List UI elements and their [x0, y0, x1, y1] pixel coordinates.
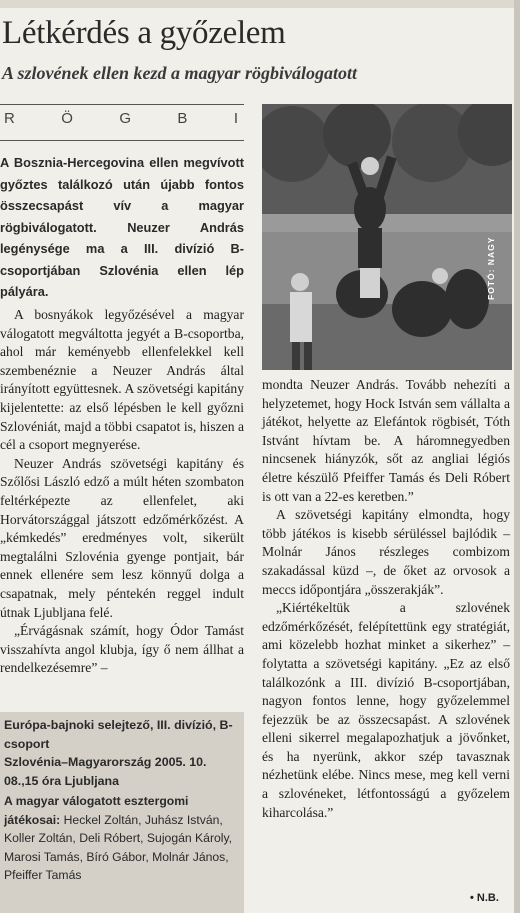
section-label — [0, 110, 244, 127]
photo-illustration — [262, 104, 512, 370]
section-letter: Ö — [61, 110, 75, 127]
article-headline: Létkérdés a győzelem — [2, 15, 286, 51]
match-fixture: Szlovénia–Magyarország 2005. 10. 08.,15 óra Ljubljana — [4, 755, 207, 788]
match-competition: Európa-bajnoki selejtező, III. divízió, B-csoport — [4, 718, 233, 751]
section-letter: R — [4, 110, 17, 127]
section-letter: B — [177, 110, 190, 127]
article-lead: A Bosznia-Hercegovina ellen megvívott győztes találkozó után újabb fontos összecsapást vív a magyar rögbiválogatott. Neuzer András legénysége ma a III. divízió B-csoportjában Szlovénia ellen lép pályára. — [0, 155, 244, 299]
page-top-edge — [0, 0, 520, 8]
body-paragraph: mondta Neuzer András. Tovább nehezíti a helyzetemet, hogy Hock István sem vállalta a játékot, helyette az Elefántok rögbisét, Tóth Istvánt hívtam be. A háromnegyedben nincsenek hiányzók, sőt az angliai légiós életre készülő Pfeiffer Tamás és Deli Róbert is ott van a 22-es keretben.” — [262, 377, 510, 504]
body-paragraph: A bosnyákok legyőzésével a magyar válogatott megváltotta jegyét a B-csoportba, ahol már keményebb ellenfelekkel kell szembenéznie a Neuzer András által irányított együttesnek. A szövetségi kapitány kijelentette: az első lépésben le kell győzni Szlovéniát, majd a többi csapatot is, hiszen a cél a csoport megnyerése. — [0, 307, 244, 453]
article-subheadline: A szlovének ellen kezd a magyar rögbiválogatott — [2, 63, 357, 83]
players-list — [4, 792, 240, 885]
section-letter: I — [233, 110, 240, 127]
author-signature: • N.B. — [470, 892, 499, 904]
body-paragraph: „Érvágásnak számít, hogy Ódor Tamást visszahívta angol klubja, így ő nem állhat a rendelkezésemre” – — [0, 623, 244, 676]
body-paragraph: „Kiértékeltük a szlovének edzőmérkőzését, felépítettünk egy stratégiát, ami közelebb hozhat minket a sikerhez” – folytatta a szövetségi kapitány. „Ez az első találkozónk a III. divízió B-csoportjában, nagyon fontos lenne, hogy győzelemmel fejezzük be az összecsapást. A szlovének elleni sikerrel megalapozhatjuk a jövőnket, és ha nyerünk, akkor szép tavasznak nézhetünk elébe. Nincs mese, meg kell verni a szlovéneket, létfontosságú a győzelem kiharcolása.” — [262, 600, 510, 820]
section-letter: G — [119, 110, 133, 127]
players-names: Heckel Zoltán, Juhász István, Koller Zoltán, Deli Róbert, Sujogán Károly, Marosi Tamás, Bíró Gábor, Molnár János, Pfeiffer Tamás — [4, 812, 233, 882]
section-rule-bottom — [0, 140, 244, 141]
photo-credit: FOTÓ: NAGY — [486, 236, 496, 300]
match-info-title — [4, 716, 240, 790]
match-info-box — [0, 712, 244, 913]
article-column-left — [0, 306, 244, 678]
page-right-edge — [514, 0, 520, 913]
players-label: A magyar válogatott esztergomi játékosai: — [4, 794, 189, 827]
article-column-right — [262, 376, 510, 822]
body-paragraph: Neuzer András szövetségi kapitány és Szőlősi László edző a múlt héten szombaton feltérképezte az ellenfelet, aki Horvátországgal játszott edzőmérkőzést. A „kémkedés” eredményes volt, sikerült megtalálni Szlovénia gyenge pontjait, bár ennek ellenére sem lesz könnyű dolga a csapatnak, mely péntekén reggel indult útnak Ljubljana felé. — [0, 455, 244, 620]
section-rule-top — [0, 104, 244, 105]
body-paragraph: A szövetségi kapitány elmondta, hogy több játékos is kisebb sérüléssel bajlódik – Molnár János részleges combizom szakadással küzd –, de őket az orvosok a meccs időpontjára „összerakják”. — [262, 507, 510, 597]
rugby-lineout-photo — [262, 104, 512, 370]
